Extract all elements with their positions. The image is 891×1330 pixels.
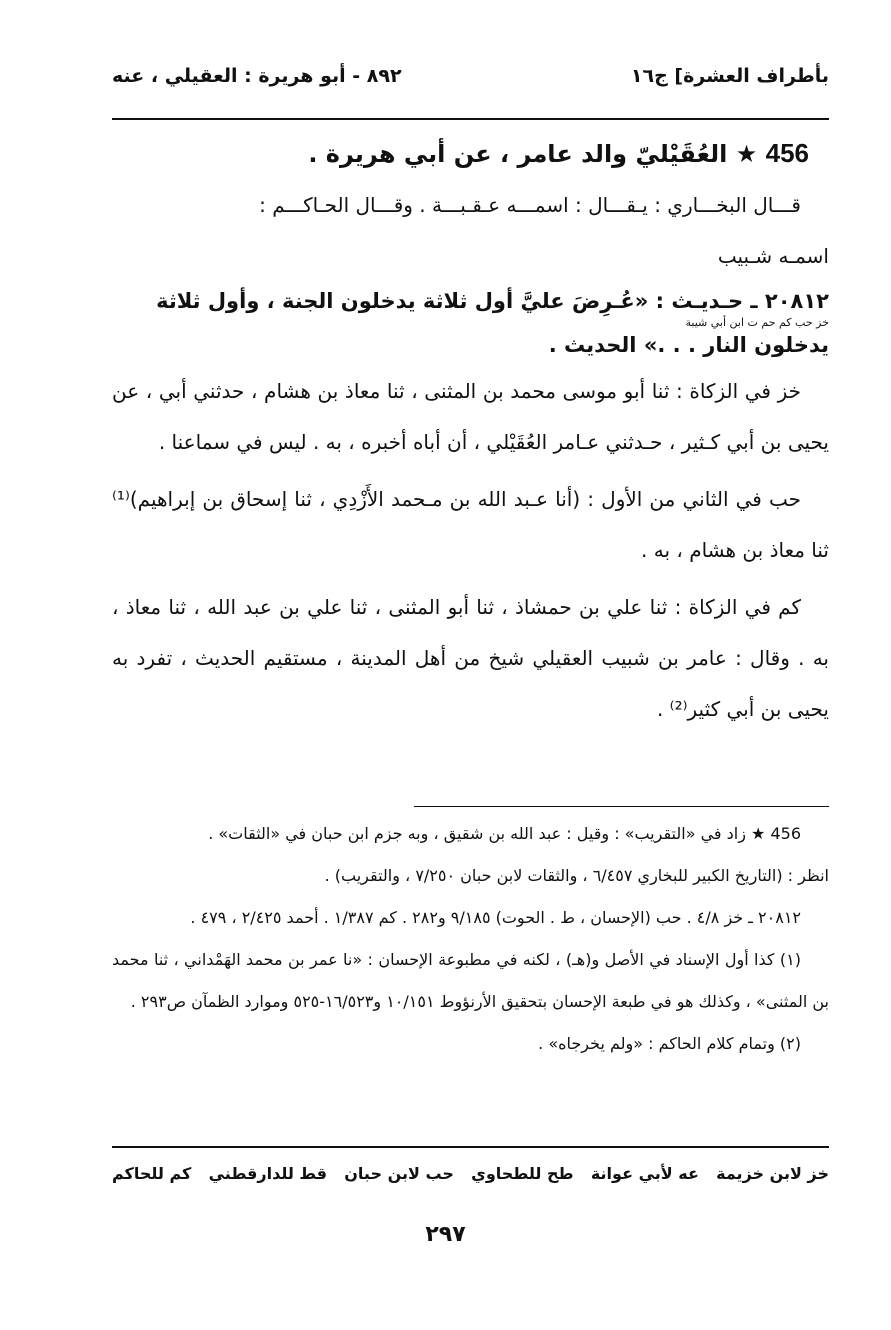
entry-note-line2: اسمـه شـبيب	[717, 244, 829, 268]
abbreviations-divider	[112, 1146, 829, 1148]
star-icon: ★	[735, 140, 758, 168]
running-header	[112, 58, 829, 94]
entry-note-line1: قـــال البخـــاري : يـقـــال : اسمـــه عـقـبـــة . وقـــال الحـاكـــم :	[259, 193, 801, 217]
hadith-heading-tail: يدخلون النار . . .» الحديث .	[548, 333, 829, 357]
header-divider	[112, 118, 829, 120]
abbrev-item: قط للدارقطني	[208, 1164, 328, 1183]
abbrev-item: كم للحاكم	[112, 1164, 192, 1183]
abbrev-item: حب لابن حبان	[344, 1164, 454, 1183]
hadith-sources-note: خز حب كم حم ت ابن أبي شيبة	[685, 316, 829, 329]
entry-heading	[112, 128, 829, 180]
paragraph-hb: حب في الثاني من الأول : (أنا عـبد الله بن مـحمد الأَزْدِي ، ثنا إسحاق بن إبراهيم)⁽¹⁾ ثنا معاذ بن هشام ، به .	[112, 487, 829, 562]
abbrev-item: طح للطحاوي	[471, 1164, 574, 1183]
footnote-456-a: 456 ★ زاد في «التقريب» : وقيل : عبد الله بن شقيق ، وبه جزم ابن حبان في «الثقات» .	[208, 824, 801, 843]
footnote-divider	[414, 806, 829, 807]
footnote-456-b: انظر : (التاريخ الكبير للبخاري ٦/٤٥٧ ، والثقات لابن حبان ٧/٢٥٠ ، والتقريب) .	[324, 866, 829, 885]
footnotes	[112, 813, 829, 1065]
paragraph-km: كم في الزكاة : ثنا علي بن حمشاذ ، ثنا أبو المثنى ، ثنا علي بن عبد الله ، ثنا معاذ ، به . وقال : عامر بن شبيب العقيلي شيخ من أهل المدينة ، مستقيم الحديث ، تفرد به يحيى بن أبي كثير⁽²⁾ .	[112, 595, 829, 721]
footnote-20812: ٢٠٨١٢ ـ خز ٤/٨ . حب (الإحسان ، ط . الحوت) ٩/١٨٥ و٢٨٢ . كم ١/٣٨٧ . أحمد ٢/٤٢٥ ، ٤٧٩ .	[190, 908, 801, 927]
paragraph-khz: خز في الزكاة : ثنا أبو موسى محمد بن المثنى ، ثنا معاذ بن هشام ، حدثني أبي ، عن يحيى بن أبي كـثير ، حـدثني عـامر العُقَيْلي ، أن أباه أخبره ، به . ليس في سماعنا .	[112, 379, 829, 454]
header-left: ٨٩٢ - أبو هريرة : العقيلي ، عنه	[112, 65, 402, 87]
main-text	[112, 128, 829, 735]
page-number: ٢٩٧	[425, 1222, 466, 1247]
hadith-block	[112, 286, 829, 360]
abbrev-item: عه لأبي عوانة	[590, 1164, 699, 1183]
entry-number: 456	[765, 138, 809, 168]
footnote-1: (١) كذا أول الإسناد في الأصل و(هـ) ، لكنه في مطبوعة الإحسان : «نا عمر بن محمد الهَمْداني ، ثنا محمد بن المثنى» ، وكذلك هو في طبعة الإحسان بتحقيق الأرنؤوط ١٠/١٥١ و١٦/٥٢٣-٥٢٥ وموارد الظمآن ص٢٩٣ .	[112, 950, 829, 1011]
entry-title: العُقَيْليّ والد عامر ، عن أبي هريرة .	[308, 140, 728, 168]
header-right: بأطراف العشرة] ج١٦	[630, 65, 829, 87]
abbreviations-key	[112, 1158, 829, 1190]
footnote-2: (٢) وتمام كلام الحاكم : «ولم يخرجاه» .	[538, 1034, 801, 1053]
abbrev-item: خز لابن خزيمة	[716, 1164, 829, 1183]
hadith-heading: ٢٠٨١٢ ـ حـديـث : «عُـرِضَ عليَّ أول ثلاثة يدخلون الجنة ، وأول ثلاثة	[156, 289, 829, 313]
